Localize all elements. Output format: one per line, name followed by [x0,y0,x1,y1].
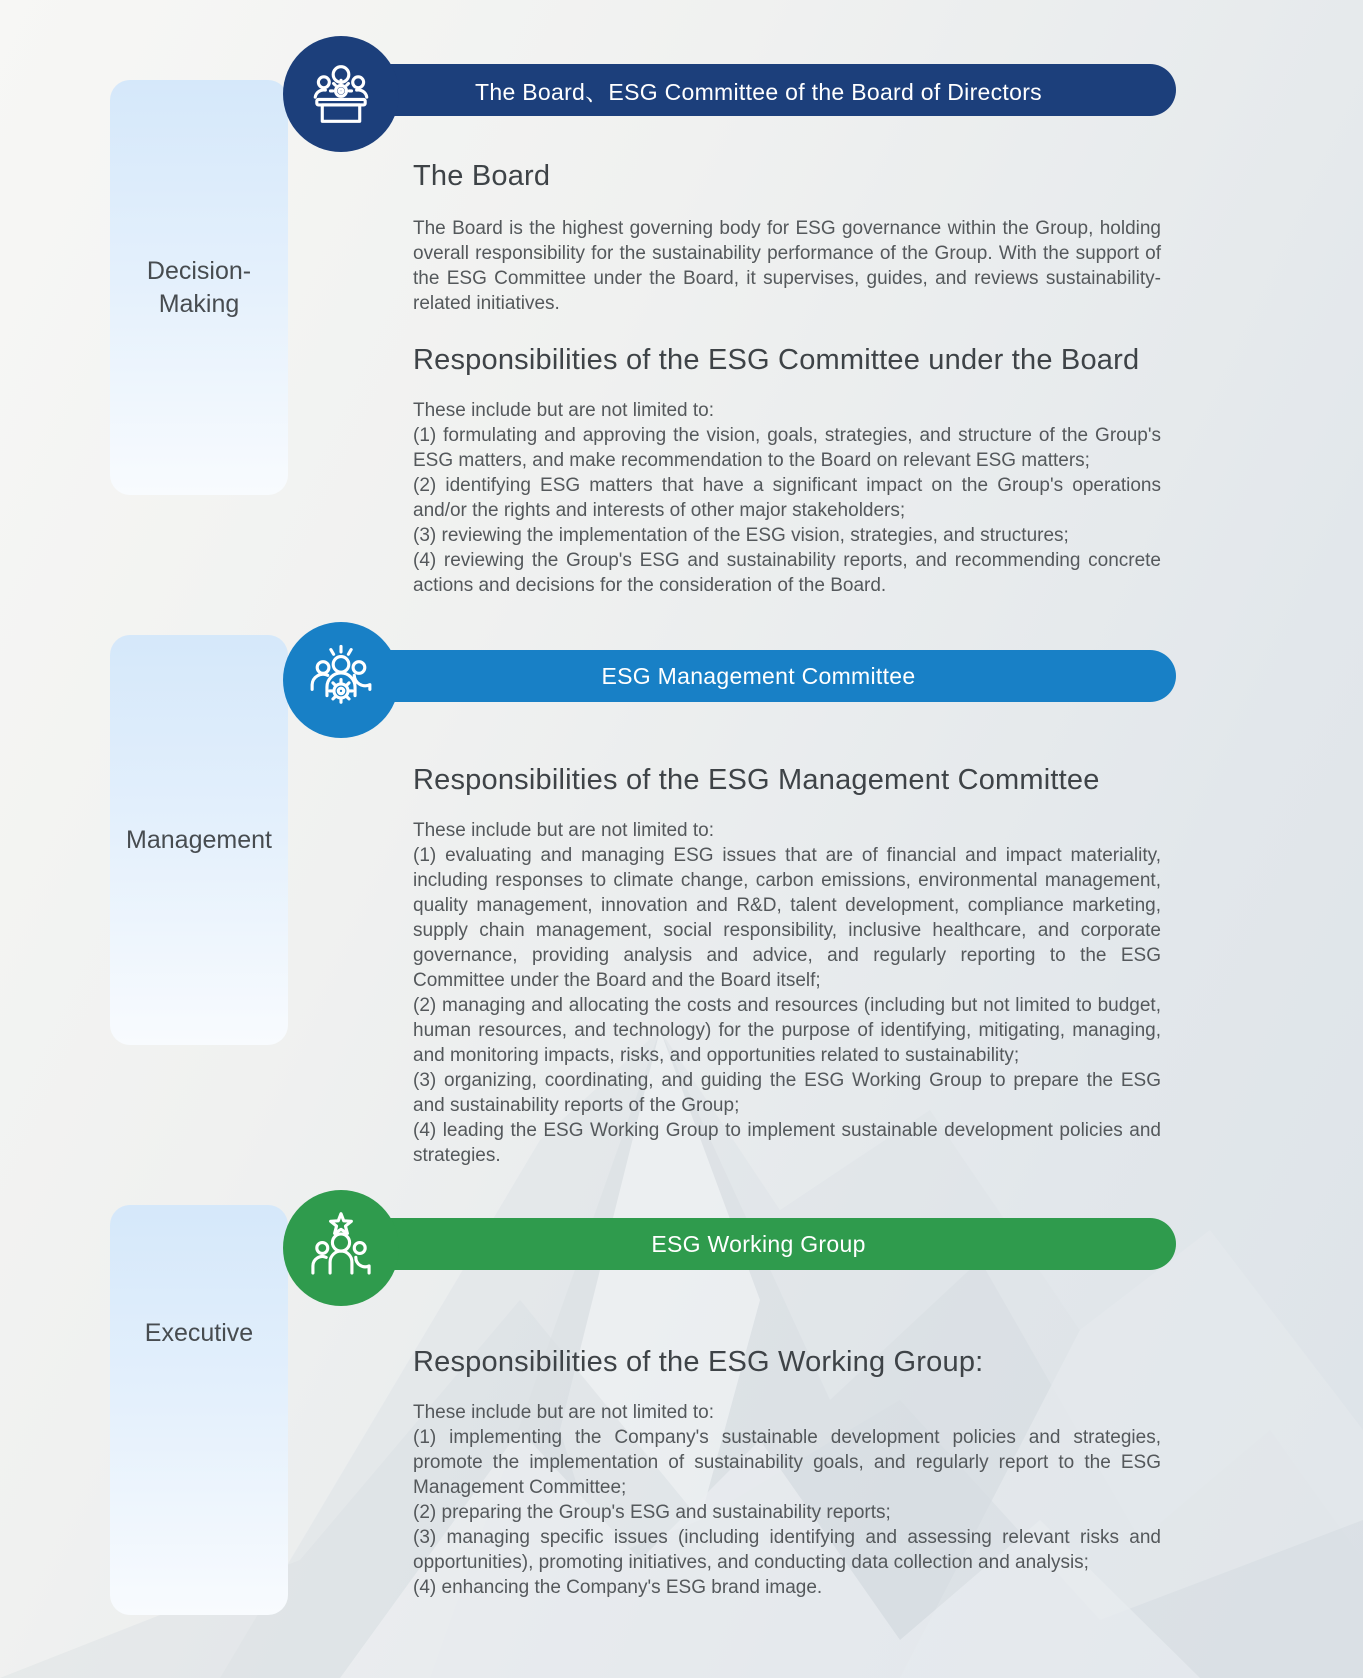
level-box-management [110,635,288,1045]
list-line: These include but are not limited to: [413,820,715,841]
list-line: These include but are not limited to: [413,1402,715,1423]
banner-working-group-label: ESG Working Group [651,1230,866,1257]
working-group-list [413,1400,1161,1600]
management-list [413,818,1161,1168]
list-line: (2) managing and allocating the costs and resources (including but not limited to budget, human resources, and technology) for the purpose of identifying, mitigating, managing, and monitoring impacts, risks, and opportunities related to sustainability; [413,995,1161,1066]
section-management-content [413,762,1161,1168]
list-line: (2) identifying ESG matters that have a significant impact on the Group's operations and/or the rights and interests of other major stakeholders; [413,475,1161,521]
list-line: (4) enhancing the Company's ESG brand image. [413,1577,823,1598]
board-paragraph: The Board is the highest governing body for ESG governance within the Group, holding overall responsibility for the sustainability performance of the Group. With the support of the ESG Committee under the Board, it supervises, guides, and reviews sustainability-related initiatives. [413,218,1161,314]
list-line: (1) implementing the Company's sustainable development policies and strategies, promote the implementation of sustainability goals, and regularly report to the ESG Management Committee; [413,1427,1161,1498]
banner-working-group [341,1218,1176,1270]
banner-management-committee-label: ESG Management Committee [601,662,916,689]
board-heading: The Board [413,160,551,192]
list-line: (4) reviewing the Group's ESG and sustainability reports, and recommending concrete actions and decisions for the consideration of the Board. [413,550,1161,596]
level-box-executive [110,1205,288,1615]
team-gear-icon [283,622,399,738]
list-line: (3) reviewing the implementation of the ESG vision, strategies, and structures; [413,525,1069,546]
list-line: (4) leading the ESG Working Group to implement sustainable development policies and strategies. [413,1120,1161,1166]
list-line: (3) organizing, coordinating, and guiding the ESG Working Group to prepare the ESG and sustainability reports of the Group; [413,1070,1161,1116]
section-working-group-content [413,1344,1161,1600]
list-line: (2) preparing the Group's ESG and sustainability reports; [413,1502,891,1523]
banner-board-label: The Board、ESG Committee of the Board of Directors [475,78,1042,105]
level-label-management: Management [126,825,272,854]
list-line: (3) managing specific issues (including identifying and assessing relevant risks and opportunities), promoting initiatives, and conducting data collection and analysis; [413,1527,1161,1573]
level-label-decision-making: Decision-Making [146,257,252,318]
board-meeting-icon [283,36,399,152]
level-label-executive: Executive [144,1319,254,1347]
section-board-content [413,158,1161,598]
banner-board [341,64,1176,116]
list-line: These include but are not limited to: [413,400,715,421]
esg-committee-list [413,398,1161,598]
list-line: (1) formulating and approving the vision, goals, strategies, and structure of the Group's ESG matters, and make recommendation to the Board on relevant ESG matters; [413,425,1161,471]
management-heading: Responsibilities of the ESG Management Committee [413,764,1100,796]
team-star-icon [283,1190,399,1306]
banner-management-committee [341,650,1176,702]
level-box-decision-making [110,80,288,495]
working-group-heading: Responsibilities of the ESG Working Group: [413,1346,984,1378]
list-line: (1) evaluating and managing ESG issues that are of financial and impact materiality, including responses to climate change, carbon emissions, environmental management, quality management, innovation and R&D, talent development, compliance marketing, supply chain management, social responsibility, inclusive healthcare, and corporate governance, providing analysis and advice, and regularly reporting to the ESG Committee under the Board and the Board itself; [413,845,1161,991]
esg-committee-heading: Responsibilities of the ESG Committee under the Board [413,344,1140,376]
